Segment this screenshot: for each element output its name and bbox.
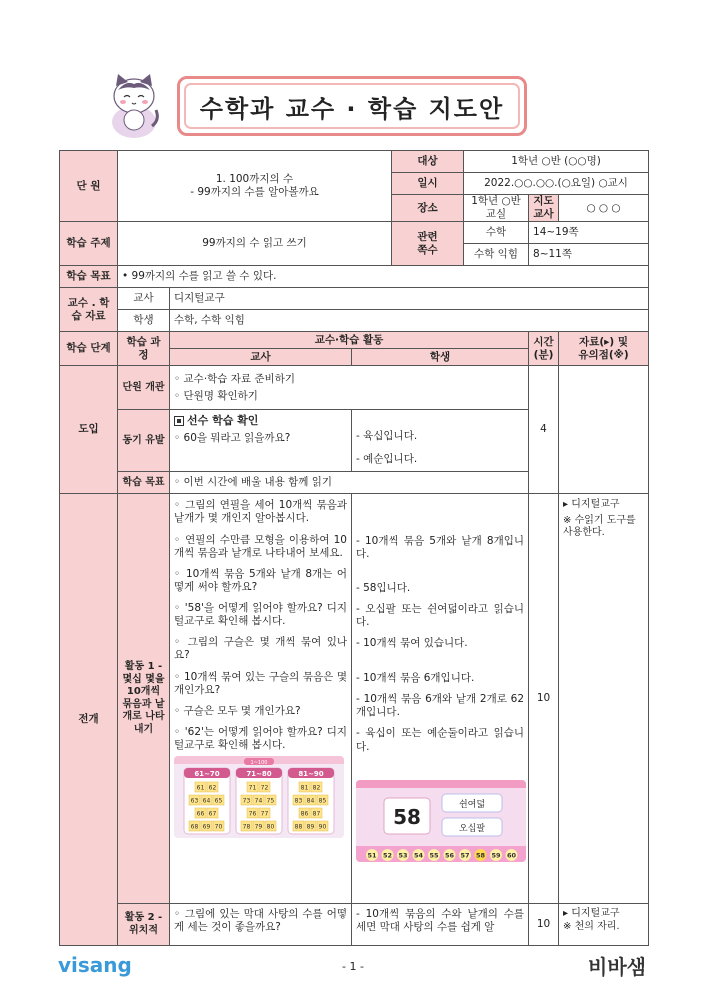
screen1-number-text: 68: [190, 823, 199, 831]
screen1-number-text: 61: [196, 784, 205, 792]
screen1-number-text: 75: [266, 797, 275, 805]
screen1-number-text: 88: [294, 823, 303, 831]
date-label: 일시: [392, 173, 464, 195]
screen1-col-label: 71~80: [246, 770, 272, 779]
teacher-mat-value: 디지털교구: [170, 288, 649, 310]
screen1-col-label: 61~70: [194, 770, 220, 779]
screen2-strip-number: 57: [460, 851, 470, 860]
dev-stage: 전개: [60, 494, 118, 946]
a1-teacher-item-6: ◦ 10개씩 묶여 있는 구슬의 묶음은 몇 개인가요?: [174, 670, 347, 696]
screen1-number-text: 63: [190, 797, 199, 805]
screen1-number-text: 70: [214, 823, 223, 831]
screen2-strip-number: 60: [506, 851, 517, 860]
screen1-number-text: 66: [196, 810, 205, 818]
col-materials-2: 유의점(※): [578, 348, 629, 361]
screen1-col-label: 81~90: [298, 770, 324, 779]
screen2-read1: 쉰여덟: [458, 799, 486, 810]
cat-mascot-icon: [106, 70, 162, 140]
intro-p2-t1: ◦ 60을 뭐라고 읽을까요?: [174, 432, 291, 444]
screen2-strip-number: 52: [382, 851, 393, 860]
col-teacher: 교사: [170, 349, 352, 366]
dev-a1-time: 10: [529, 494, 559, 904]
dev-a2-student-text: - 10개씩 묶음의 수와 낱개의 수를 세면 막대 사탕의 수를 쉽게 알: [356, 908, 525, 934]
target-value: 1학년 ○반 (○○명): [464, 151, 649, 173]
intro-p2-s2: - 예순입니다.: [356, 453, 418, 466]
intro-p2-student: [352, 410, 529, 472]
col-stage: 학습 단계: [60, 332, 118, 366]
a1-teacher-list: [174, 499, 347, 752]
intro-p1: 단원 개관: [118, 366, 170, 410]
book2-pages: 8~11쪽: [529, 244, 649, 266]
col-activity: 교수·학습 활동: [170, 332, 529, 349]
dev-a1-student: [352, 494, 529, 904]
number-read-svg: [356, 780, 526, 862]
screen1-number-text: 62: [208, 784, 217, 792]
screen1-number-text: 85: [318, 797, 327, 805]
unit-value: [118, 151, 392, 222]
dev-a1-materials: [559, 494, 649, 904]
screen1-number-text: 78: [242, 823, 251, 831]
screen2-number: 58: [393, 804, 421, 829]
dev-a2-teacher-text: ◦ 그림에 있는 막대 사탕의 수를 어떻게 세는 것이 좋을까요?: [174, 908, 347, 934]
dev-a2-label: 활동 2 - 위치적: [118, 904, 170, 946]
teacher-mat-label: 교사: [118, 288, 170, 310]
screen2-strip-number: 59: [491, 851, 501, 860]
a1-student-item-7: - 육십이 또는 예순둘이라고 읽습니다.: [356, 727, 525, 753]
screen2-strip-number: 55: [429, 851, 439, 860]
screen1-tab: 1~100: [250, 760, 268, 767]
intro-stage: 도입: [60, 366, 118, 494]
topic-value: 99까지의 수 읽고 쓰기: [118, 222, 392, 266]
screen1-number-text: 64: [202, 797, 211, 805]
screen1-number-text: 87: [312, 810, 321, 818]
col-time-2: (분): [533, 348, 554, 361]
screen1-number-text: 71: [248, 784, 257, 792]
teacher-label: 지도 교사: [529, 195, 559, 222]
screen2-strip-number: 51: [367, 851, 377, 860]
book1: 수학: [464, 222, 529, 244]
dev-a2-mat2: ※ 천의 자리.: [563, 920, 620, 932]
a1-student-list: [356, 535, 524, 753]
place-value: 1학년 ○반 교실: [464, 195, 529, 222]
unit-line-1: 1. 100까지의 수: [215, 173, 294, 185]
intro-p3: 학습 목표: [118, 472, 170, 494]
hundred-chart-svg: [174, 756, 344, 838]
dev-a2-time: 10: [529, 904, 559, 946]
a1-teacher-item-5: ◦ 그림의 구슬은 몇 개씩 묶여 있나요?: [174, 636, 347, 662]
screen1-number-text: 86: [300, 810, 309, 818]
unit-label: 단 원: [60, 151, 118, 222]
a1-teacher-item-3: ◦ 10개씩 묶음 5개와 낱개 8개는 어떻게 써야 할까요?: [174, 567, 347, 593]
title-frame: [177, 76, 527, 136]
screen1-number-text: 73: [242, 797, 251, 805]
pages-label-1: 관련: [417, 230, 438, 243]
screen1-number-text: 74: [254, 797, 263, 805]
dev-a2-mat1: ▸ 디지털교구: [563, 908, 620, 920]
topic-label: 학습 주제: [60, 222, 118, 266]
vivasam-logo: 비바샘: [588, 955, 646, 979]
a1-teacher-item-4: ◦ '58'을 어떻게 읽어야 할까요? 디지털교구로 확인해 봅시다.: [174, 602, 347, 628]
screen2-strip-number: 58: [475, 851, 486, 860]
lesson-plan-table: [59, 150, 649, 946]
unit-line-2: - 99까지의 수를 알아볼까요: [190, 186, 319, 199]
page-number: - 1 -: [342, 960, 364, 973]
screen1-number-text: 72: [260, 784, 269, 792]
screen1-number-text: 84: [306, 797, 315, 805]
dev-a1-label: 활동 1 - 몇십 몇을 10개씩 묶음과 낱개로 나타내기: [118, 494, 170, 904]
dev-a1-teacher: [170, 494, 352, 904]
number-read-screen: [356, 780, 526, 862]
col-time: [529, 332, 559, 366]
screen1-number-text: 67: [208, 810, 217, 818]
screen2-strip-number: 56: [444, 851, 455, 860]
col-materials: [559, 332, 649, 366]
screen1-number-text: 90: [318, 823, 327, 831]
pages-label-2: 쪽수: [417, 243, 438, 256]
screen1-number-text: 77: [260, 810, 269, 818]
screen1-number-text: 79: [254, 823, 263, 831]
place-label: 장소: [392, 195, 464, 222]
screen1-number-text: 65: [214, 797, 223, 805]
screen1-number-text: 82: [312, 784, 321, 792]
goal-label: 학습 목표: [60, 266, 118, 288]
prior-check-heading: [174, 414, 347, 428]
a1-student-item-4: - 10개씩 묶여 있습니다.: [356, 636, 468, 649]
a1-teacher-item-1: ◦ 그림의 연필을 세어 10개씩 묶음과 낱개가 몇 개인지 알아봅시다.: [174, 499, 347, 525]
col-process: 학습 과정: [118, 332, 170, 366]
a1-student-item-6: - 10개씩 묶음 6개와 낱개 2개로 62개입니다.: [356, 693, 525, 719]
goal-value: • 99까지의 수를 읽고 쓸 수 있다.: [118, 266, 649, 288]
intro-time: 4: [529, 366, 559, 494]
intro-p2-s1: - 육십입니다.: [356, 430, 418, 443]
intro-p2-teacher: [170, 410, 352, 472]
screen1-number-text: 81: [300, 784, 309, 792]
book2: 수학 익힘: [464, 244, 529, 266]
checkbox-icon: [174, 416, 184, 426]
a1-student-item-1: - 10개씩 묶음 5개와 낱개 8개입니다.: [356, 535, 525, 561]
date-value: 2022.○○.○○.(○요일) ○교시: [464, 173, 649, 195]
student-mat-value: 수학, 수학 익힘: [170, 310, 649, 332]
intro-p3-t1: ◦ 이번 시간에 배울 내용 함께 읽기: [170, 472, 529, 494]
screen2-strip-number: 53: [398, 851, 408, 860]
a1-teacher-item-7: ◦ 구슬은 모두 몇 개인가요?: [174, 704, 301, 717]
a1-student-item-3: - 오십팔 또는 쉰여덟이라고 읽습니다.: [356, 602, 525, 628]
col-materials-1: 자료(▸) 및: [579, 335, 628, 348]
col-time-1: 시간: [533, 335, 554, 348]
screen1-number-text: 89: [306, 823, 315, 831]
dev-a2-materials: [559, 904, 649, 946]
intro-p2: 동기 유발: [118, 410, 170, 472]
dev-a1-mat1: ▸ 디지털교구: [563, 499, 620, 511]
dev-a2-teacher: [170, 904, 352, 946]
a1-teacher-item-2: ◦ 연필의 수만큼 모형을 이용하여 10개씩 묶음과 낱개로 나타내어 보세요.: [174, 533, 347, 559]
prior-check-text: 선수 학습 확인: [187, 414, 259, 428]
teacher-value: ○ ○ ○: [559, 195, 649, 222]
a1-teacher-item-8: ◦ '62'는 어떻게 읽어야 할까요? 디지털교구로 확인해 봅시다.: [174, 725, 347, 751]
pages-label: [392, 222, 464, 266]
screen2-strip-number: 54: [413, 851, 424, 860]
intro-materials: [559, 366, 649, 494]
col-student: 학생: [352, 349, 529, 366]
hundred-chart-screen: [174, 756, 344, 838]
screen1-number-text: 83: [294, 797, 303, 805]
dev-a1-mat2: ※ 수읽기 도구를 사용한다.: [563, 514, 636, 539]
screen2-read2: 오십팔: [458, 823, 486, 834]
screen1-number-text: 69: [202, 823, 211, 831]
dev-a2-student: [352, 904, 529, 946]
student-mat-label: 학생: [118, 310, 170, 332]
visang-logo: visang: [58, 953, 132, 977]
intro-p1-t2: ◦ 단원명 확인하기: [174, 389, 258, 402]
a1-student-item-5: - 10개씩 묶음 6개입니다.: [356, 672, 475, 684]
intro-p1-content: [170, 366, 529, 410]
page-title: 수학과 교수 · 학습 지도안: [184, 83, 520, 129]
target-label: 대상: [392, 151, 464, 173]
materials-label: 교수 . 학습 자료: [60, 288, 118, 332]
book1-pages: 14~19쪽: [529, 222, 649, 244]
intro-p1-t1: ◦ 교수·학습 자료 준비하기: [174, 372, 295, 385]
screen1-number-text: 76: [248, 810, 257, 818]
screen1-number-text: 80: [266, 823, 275, 831]
a1-student-item-2: - 58입니다.: [356, 581, 411, 594]
